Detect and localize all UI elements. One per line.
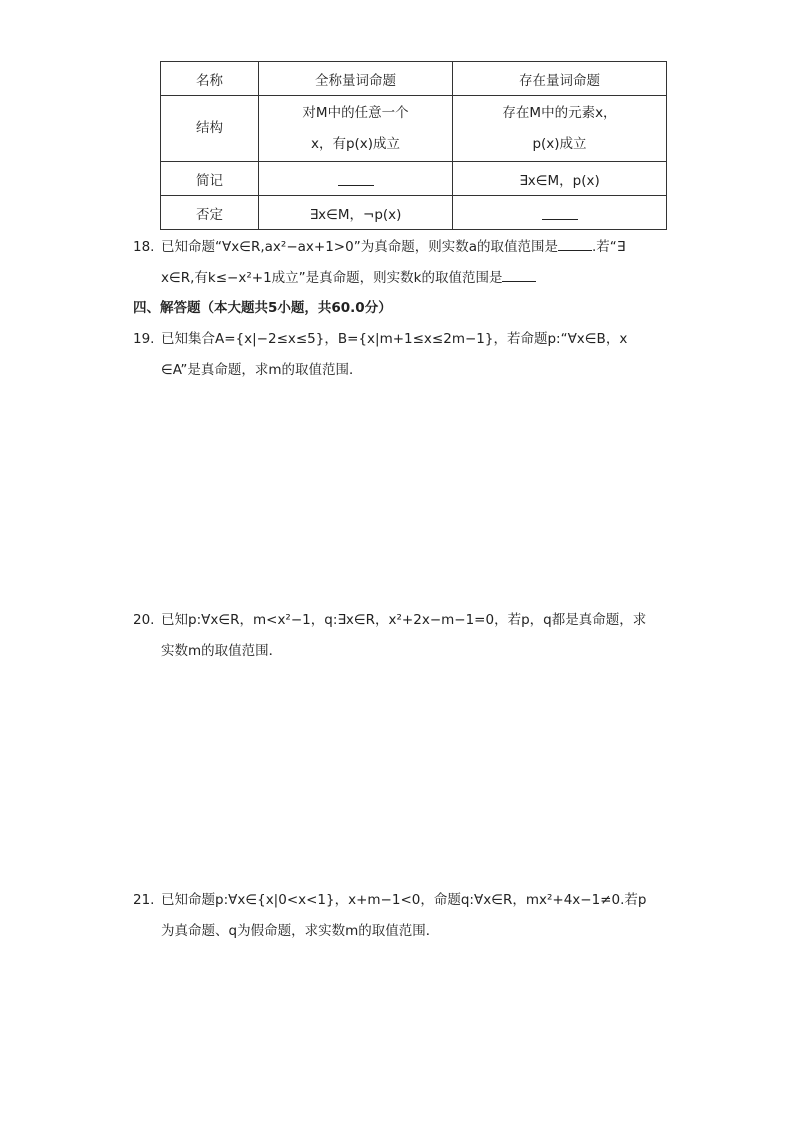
answer-blank: [542, 205, 578, 220]
question-number: 20.: [133, 612, 155, 628]
question-line: [161, 232, 663, 263]
abbr-existential: ∃x∈M，p(x): [453, 162, 667, 196]
question-text: x∈R,有k≤−x²+1成立”是真命题，则实数k的取值范围是: [161, 270, 503, 286]
structure-label: 结构: [161, 96, 259, 162]
structure-existential-line2: p(x)成立: [532, 135, 587, 152]
structure-universal-line1: 对M中的任意一个: [302, 104, 409, 121]
question-21: [133, 885, 663, 947]
concept-table: [160, 61, 667, 230]
question-20: [133, 605, 663, 667]
question-line: 为真命题、q为假命题，求实数m的取值范围．: [161, 923, 440, 939]
answer-blank: [502, 269, 536, 282]
answer-blank: [558, 238, 592, 251]
abbr-label: 简记: [161, 162, 259, 196]
structure-existential-line1: 存在M中的元素x，: [502, 104, 617, 121]
section-heading: 四、解答题（本大题共5小题，共60.0分）: [133, 300, 392, 316]
question-line: 实数m的取值范围．: [161, 643, 283, 659]
question-18: [133, 232, 663, 294]
structure-existential: [453, 96, 667, 162]
table-row-abbreviation: [161, 162, 667, 196]
question-body: [161, 324, 663, 386]
question-body: [161, 232, 663, 294]
question-line: 已知集合A={x|−2≤x≤5}，B={x|m+1≤x≤2m−1}，若命题p:“∀x∈B，x: [161, 331, 628, 347]
abbr-universal-blank: [259, 162, 453, 196]
table-header-row: [161, 62, 667, 96]
negation-existential-blank: [453, 196, 667, 230]
question-number: 21.: [133, 892, 155, 908]
question-body: [161, 605, 663, 667]
question-text: 已知命题“∀x∈R,ax²−ax+1>0”为真命题，则实数a的取值范围是: [161, 239, 558, 255]
question-19: [133, 324, 663, 386]
header-cell-existential: 存在量词命题: [453, 62, 667, 96]
question-number: 19.: [133, 331, 155, 347]
question-line: ∈A”是真命题，求m的取值范围．: [161, 362, 363, 378]
answer-blank: [338, 171, 374, 186]
structure-universal: [259, 96, 453, 162]
question-line: [161, 263, 663, 294]
header-cell-universal: 全称量词命题: [259, 62, 453, 96]
negation-universal: ∃x∈M，¬p(x): [259, 196, 453, 230]
question-text: .若“∃: [591, 239, 626, 255]
table-row-negation: [161, 196, 667, 230]
question-number: 18.: [133, 239, 155, 255]
negation-label: 否定: [161, 196, 259, 230]
structure-universal-line2: x，有p(x)成立: [310, 135, 401, 152]
header-cell-name: 名称: [161, 62, 259, 96]
question-body: [161, 885, 663, 947]
table-row-structure: [161, 96, 667, 162]
question-line: 已知p:∀x∈R，m<x²−1，q:∃x∈R，x²+2x−m−1=0，若p，q都是真命题，求: [161, 612, 647, 628]
question-line: 已知命题p:∀x∈{x|0<x<1}，x+m−1<0，命题q:∀x∈R，mx²+4x−1≠0.若p: [161, 892, 647, 908]
